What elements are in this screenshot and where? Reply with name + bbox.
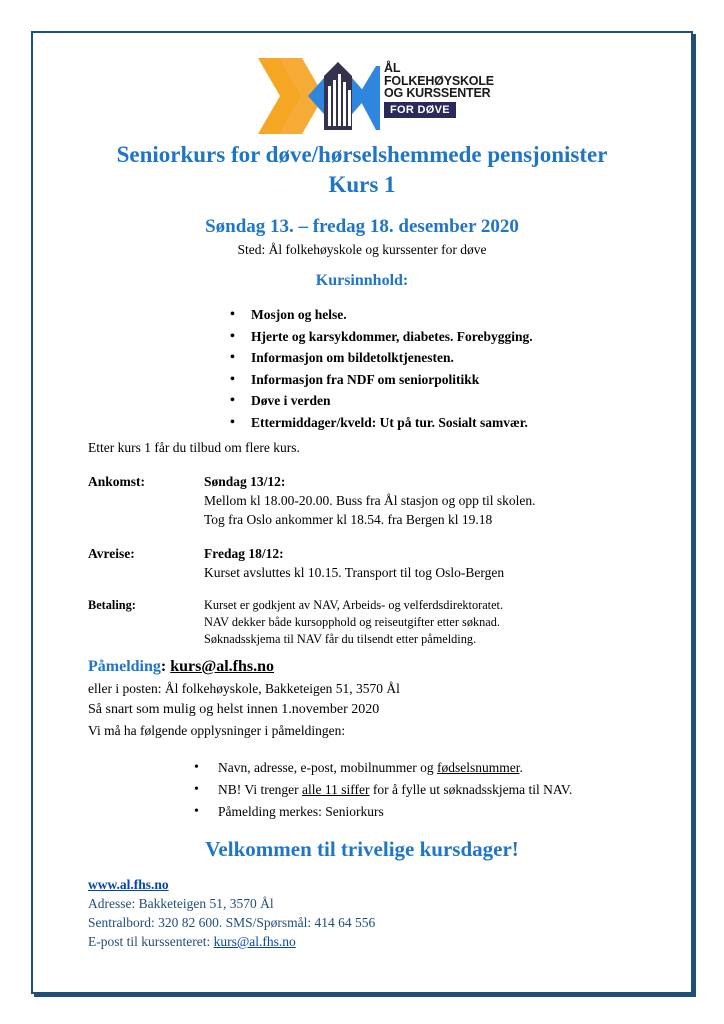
signup-email-link[interactable]: kurs@al.fhs.no — [170, 658, 275, 675]
footer-phone: Sentralbord: 320 82 600. SMS/Spørsmål: 414 64 556 — [88, 915, 376, 930]
page-subtitle: Kurs 1 — [328, 172, 396, 197]
list-item: • Døve i verden — [226, 390, 533, 412]
signup-heading — [88, 658, 274, 676]
content-heading: Kursinnhold: — [315, 272, 409, 289]
footer-address: Adresse: Bakketeigen 51, 3570 Ål — [88, 896, 274, 911]
logo-line-3: OG KURSSENTER — [384, 86, 491, 100]
logo-line-2: FOLKEHØYSKOLE — [384, 73, 494, 88]
footer-website — [88, 877, 169, 893]
list-item — [192, 757, 572, 779]
signup-label: Påmelding — [88, 658, 161, 675]
logo-text — [384, 62, 494, 100]
payment-label: Betaling: — [88, 598, 136, 612]
list-item: • Hjerte og karsykdommer, diabetes. Forebygging. — [226, 326, 533, 348]
departure-day: Fredag 18/12: — [204, 546, 284, 561]
arrival-line-1: Mellom kl 18.00-20.00. Buss fra Ål stasjon og opp til skolen. — [204, 493, 536, 508]
post-address: eller i posten: Ål folkehøyskole, Bakketeigen 51, 3570 Ål — [88, 681, 400, 696]
venue-text: Sted: Ål folkehøyskole og kurssenter for døve — [237, 242, 487, 257]
arrival-day: Søndag 13/12: — [204, 474, 286, 489]
list-item — [192, 779, 572, 801]
footer-email-label: E-post til kurssenteret: — [88, 934, 214, 949]
arrival-line-2: Tog fra Oslo ankommer kl 18.54. fra Bergen kl 19.18 — [204, 512, 493, 527]
payment-line-2: NAV dekker både kursopphold og reiseutgifter etter søknad. — [204, 615, 500, 629]
welcome-message: Velkommen til trivelige kursdager! — [205, 837, 519, 861]
list-item: • Påmelding merkes: Seniorkurs — [192, 801, 572, 823]
footer-email — [88, 934, 296, 950]
req2-text: NB! Vi trenger — [218, 782, 303, 797]
departure-label: Avreise: — [88, 546, 135, 561]
req2-end: for å fylle ut søknadsskjema til NAV. — [369, 782, 573, 797]
requirements-list — [192, 757, 572, 823]
departure-line-1: Kurset avsluttes kl 10.15. Transport til tog Oslo-Bergen — [204, 565, 505, 580]
arrival-label: Ankomst: — [88, 474, 146, 489]
req2-underlined: alle 11 siffer — [302, 782, 370, 797]
info-text: Vi må ha følgende opplysninger i påmeldingen: — [88, 723, 346, 738]
list-item: • Mosjon og helse. — [226, 304, 533, 326]
req1-underlined: fødselsnummer — [436, 760, 520, 775]
page-title: Seniorkurs for døve/hørselshemmede pensjonister — [116, 142, 608, 167]
after-note: Etter kurs 1 får du tilbud om flere kurs. — [88, 440, 300, 455]
logo-line-1: ÅL — [384, 61, 401, 75]
signup-colon: : — [160, 658, 167, 675]
course-content-list — [226, 304, 533, 433]
payment-line-3: Søknadsskjema til NAV får du tilsendt etter påmelding. — [204, 632, 477, 646]
course-dates: Søndag 13. – fredag 18. desember 2020 — [205, 216, 519, 237]
req1-end: . — [519, 760, 523, 775]
payment-line-1: Kurset er godkjent av NAV, Arbeids- og velferdsdirektoratet. — [204, 598, 504, 612]
deadline-text: Så snart som mulig og helst innen 1.november 2020 — [88, 702, 380, 717]
footer-email-link[interactable]: kurs@al.fhs.no — [213, 934, 296, 949]
req1-text: Navn, adresse, e-post, mobilnummer og — [218, 760, 437, 775]
list-item: • Informasjon om bildetolktjenesten. — [226, 347, 533, 369]
website-link[interactable]: www.al.fhs.no — [88, 877, 169, 892]
list-item: • Ettermiddager/kveld: Ut på tur. Sosialt samvær. — [226, 412, 533, 434]
list-item: • Informasjon fra NDF om seniorpolitikk — [226, 369, 533, 391]
logo-badge: FOR DØVE — [384, 102, 456, 118]
